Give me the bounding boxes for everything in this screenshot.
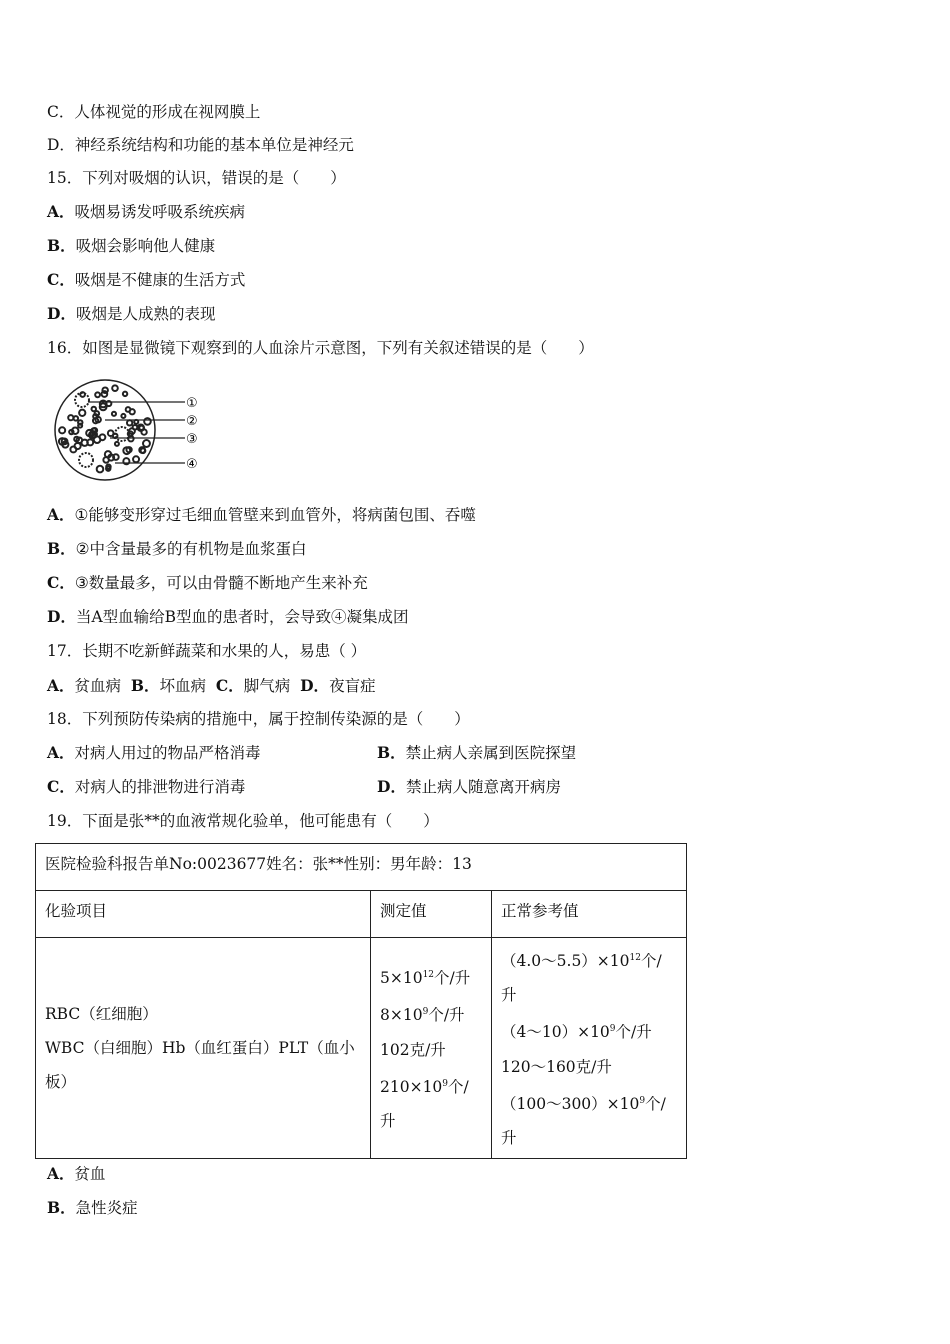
measured-values: $5\times 10^{12}$个/升 $8\times 10^9$个/升 102克/升 $210\times 10^9$个/ 升 [371, 938, 492, 1159]
white-blood-cell [79, 453, 93, 467]
blood-test-table [35, 843, 687, 1159]
blood-smear-figure [50, 372, 210, 492]
label-1: ① [186, 396, 198, 411]
blood-cell [127, 420, 132, 425]
blood-cell [141, 448, 146, 453]
blood-cell [68, 415, 73, 420]
q17-stem: 17．长期不吃新鲜蔬菜和水果的人，易患（ ） [47, 642, 367, 660]
report-title: 医院检验科报告单No:0023677姓名：张**性别：男年龄：13 [36, 844, 687, 891]
blood-cell [95, 392, 100, 397]
label-4: ④ [186, 457, 198, 472]
q19-option-b: B．急性炎症 [47, 1198, 138, 1217]
q14-option-c: C．人体视觉的形成在视网膜上 [47, 103, 261, 121]
reference-values: $(4.0\sim 5.5)\times 10^{12}$个/ 升 $(4\sim 10)\times 10^9$个/升 120～160克/升 $(100\sim 300)\times 10^9$个/ 升 [492, 938, 687, 1159]
q15-stem: 15．下列对吸烟的认识，错误的是（ ） [47, 169, 346, 187]
blood-cell [115, 442, 119, 446]
blood-cell [79, 410, 85, 416]
header-reference: 正常参考值 [492, 891, 687, 938]
q18-option-a: A．对病人用过的物品严格消毒 [47, 743, 261, 762]
white-blood-cell [75, 393, 89, 407]
blood-cell [121, 414, 125, 418]
q16-option-a: A．①能够变形穿过毛细血管壁来到血管外，将病菌包围、吞噬 [47, 505, 476, 524]
header-item: 化验项目 [36, 891, 371, 938]
blood-cell [59, 427, 65, 433]
blood-cell [97, 466, 104, 473]
label-3: ③ [186, 432, 198, 447]
blood-cell [143, 440, 150, 447]
blood-cell [112, 412, 116, 416]
test-items: RBC（红细胞） WBC（白细胞）Hb（血红蛋白）PLT（血小 板） [36, 938, 371, 1159]
q16-option-c: C．③数量最多，可以由骨髓不断地产生来补充 [47, 573, 368, 592]
q15-option-d: D．吸烟是人成熟的表现 [47, 304, 216, 323]
blood-cell [123, 392, 127, 396]
q15-option-b: B．吸烟会影响他人健康 [47, 236, 216, 255]
blood-cell [100, 434, 106, 440]
q18-option-b: B．禁止病人亲属到医院探望 [377, 743, 577, 762]
q16-option-d: D．当A型血输给B型血的患者时，会导致④凝集成团 [47, 607, 409, 626]
q18-option-d: D．禁止病人随意离开病房 [377, 777, 561, 796]
q14-option-d: D．神经系统结构和功能的基本单位是神经元 [47, 136, 354, 154]
q18-stem: 18．下列预防传染病的措施中，属于控制传染源的是（ ） [47, 710, 470, 728]
blood-cell [128, 436, 133, 441]
blood-cell [139, 426, 143, 430]
blood-cell [133, 456, 139, 462]
blood-cell [72, 428, 79, 435]
blood-cell [130, 409, 135, 414]
blood-cell [112, 385, 118, 391]
q15-option-c: C．吸烟是不健康的生活方式 [47, 270, 246, 289]
blood-cell [102, 387, 108, 393]
blood-cell [87, 439, 93, 445]
q16-option-b: B．②中含量最多的有机物是血浆蛋白 [47, 539, 307, 558]
q18-option-c: C．对病人的排泄物进行消毒 [47, 777, 246, 796]
q19-stem: 19．下面是张**的血液常规化验单，他可能患有（ ） [47, 812, 439, 830]
q16-stem: 16．如图是显微镜下观察到的人血涂片示意图，下列有关叙述错误的是（ ） [47, 339, 594, 357]
label-2: ② [186, 414, 198, 429]
q17-options: A．贫血病 B．坏血病 C．脚气病 D．夜盲症 [47, 676, 376, 695]
q19-option-a: A．贫血 [47, 1164, 106, 1183]
blood-cell [144, 418, 151, 425]
blood-cell [105, 451, 111, 457]
blood-cell [75, 443, 81, 449]
header-value: 测定值 [371, 891, 492, 938]
q15-option-a: A．吸烟易诱发呼吸系统疾病 [47, 202, 246, 221]
